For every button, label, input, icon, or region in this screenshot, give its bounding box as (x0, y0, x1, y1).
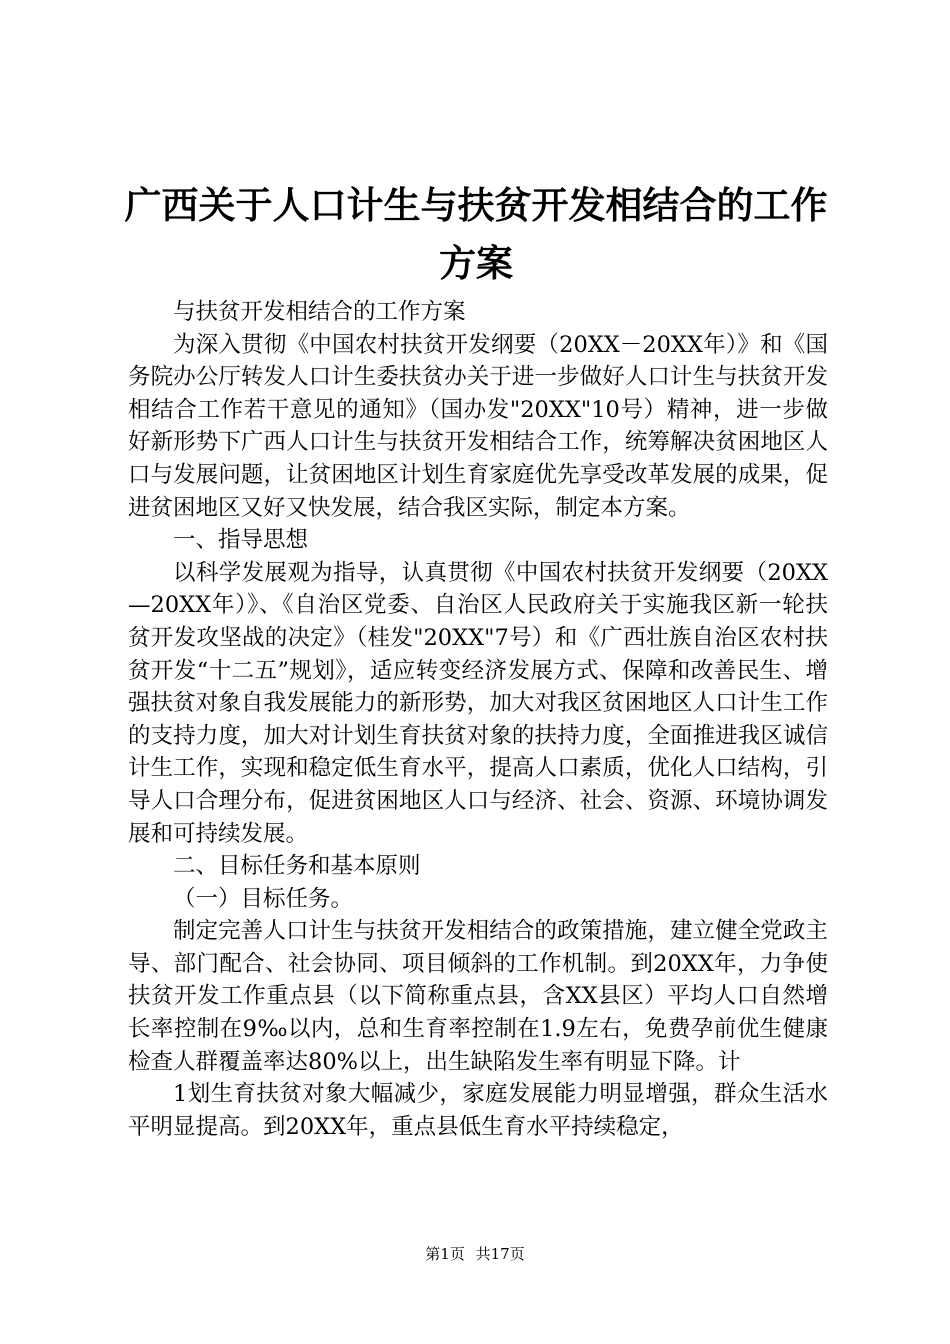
document-title: 广西关于人口计生与扶贫开发相结合的工作方案 (124, 183, 828, 285)
paragraph-guiding-thought: 以科学发展观为指导，认真贯彻《中国农村扶贫开发纲要（20XX—20XX年）》、《自治区党委、自治区人民政府关于实施我区新一轮扶贫开发攻坚战的决定》（桂发"20XX"7号）和《广西壮族自治区农村扶贫开发“十二五”规划》，适应转变经济发展方式、保障和改善民生、增强扶贫对象自我发展能力的新形势，加大对我区贫困地区人口计生工作的支持力度，加大对计划生育扶贫对象的扶持力度，全面推进我区诚信计生工作，实现和稳定低生育水平，提高人口素质，优化人口结构，引导人口合理分布，促进贫困地区人口与经济、社会、资源、环境协调发展和可持续发展。 (128, 559, 828, 847)
subsection-heading-goals: （一）目标任务。 (173, 885, 354, 912)
page-footer (0, 1244, 950, 1264)
section-heading-goals-principles: 二、目标任务和基本原则 (173, 853, 421, 880)
paragraph-subtitle: 与扶贫开发相结合的工作方案 (173, 299, 466, 325)
paragraph-goals-continued: 1划生育扶贫对象大幅减少，家庭发展能力明显增强，群众生活水平明显提高。到20XX年，重点县低生育水平持续稳定， (128, 1081, 828, 1140)
document-body (128, 296, 828, 1143)
paragraph-goals: 制定完善人口计生与扶贫开发相结合的政策措施，建立健全党政主导、部门配合、社会协同、项目倾斜的工作机制。到20XX年，力争使扶贫开发工作重点县（以下简称重点县，含XX县区）平均人口自然增长率控制在9‰以内，总和生育率控制在1.9左右，免费孕前优生健康检查人群覆盖率达80%以上，出生缺陷发生率有明显下降。计 (128, 918, 828, 1075)
page-total: 共17页 (475, 1245, 525, 1263)
page-number: 第1页 (425, 1245, 465, 1263)
paragraph-intro: 为深入贯彻《中国农村扶贫开发纲要（20XX－20XX年）》和《国务院办公厅转发人口计生委扶贫办关于进一步做好人口计生与扶贫开发相结合工作若干意见的通知》（国办发"20XX"10号）精神，进一步做好新形势下广西人口计生与扶贫开发相结合工作，统筹解决贫困地区人口与发展问题，让贫困地区计划生育家庭优先享受改革发展的成果，促进贫困地区又好又快发展，结合我区实际，制定本方案。 (128, 331, 828, 521)
section-heading-guiding-thought: 一、指导思想 (173, 527, 309, 554)
